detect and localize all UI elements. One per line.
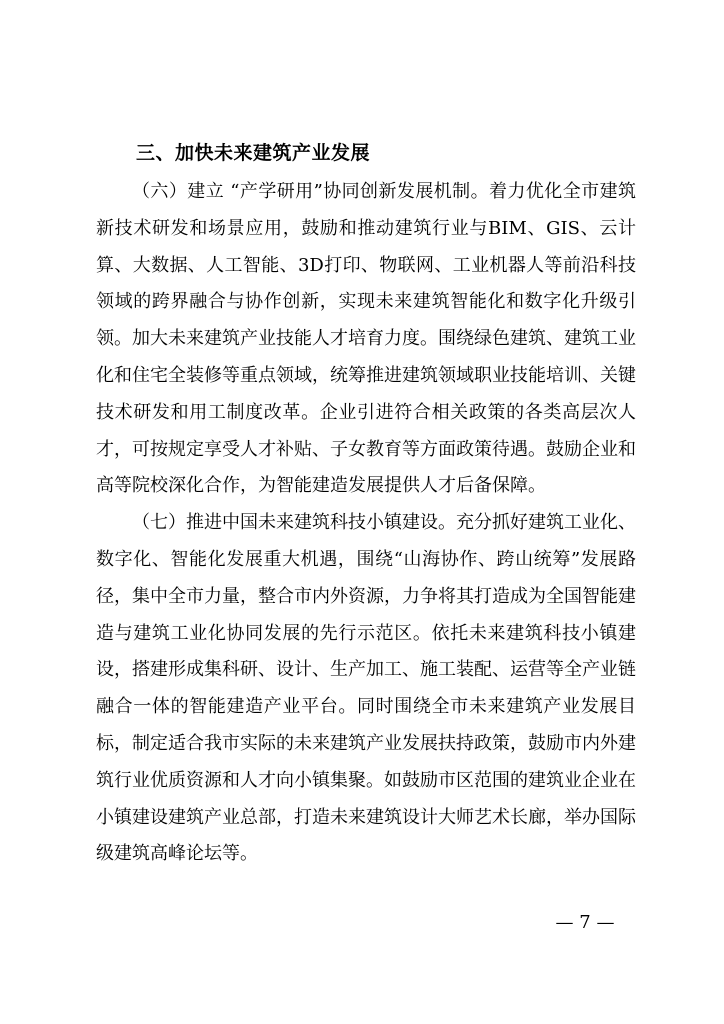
paragraph-future-town: （七）推进中国未来建筑科技小镇建设。充分抓好建筑工业化、数字化、智能化发展重大机遇，围绕“山海协作、跨山统筹”发展路径，集中全市力量，整合市内外资源，力争将其打造成为全国智能建造与建筑工业化协同发展的先行示范区。依托未来建筑科技小镇建设，搭建形成集科研、设计、生产加工、施工装配、运营等全产业链融合一体的智能建造产业平台。同时围绕全市未来建筑产业发展目标，制定适合我市实际的未来建筑产业发展扶持政策，鼓励市内外建筑行业优质资源和人才向小镇集聚。如鼓励市区范围的建筑业企业在小镇建设建筑产业总部，打造未来建筑设计大师艺术长廊，举办国际级建筑高峰论坛等。 — [96, 512, 636, 865]
page-number: — 7 — — [555, 912, 615, 933]
paragraph-talent-innovation: （六）建立 “产学研用”协同创新发展机制。着力优化全市建筑新技术研发和场景应用，鼓励和推动建筑行业与BIM、GIS、云计算、大数据、人工智能、3D打印、物联网、工业机器人等前沿科技领域的跨界融合与协作创新，实现未来建筑智能化和数字化升级引领。加大未来建筑产业技能人才培育力度。围绕绿色建筑、建筑工业化和住宅全装修等重点领域，统筹推进建筑领域职业技能培训、关键技术研发和用工制度改革。企业引进符合相关政策的各类高层次人才，可按规定享受人才补贴、子女教育等方面政策待遇。鼓励企业和高等院校深化合作，为智能建造发展提供人才后备保障。 — [96, 181, 636, 497]
section-heading: 三、加快未来建筑产业发展 — [136, 142, 371, 164]
body-text — [96, 174, 636, 873]
